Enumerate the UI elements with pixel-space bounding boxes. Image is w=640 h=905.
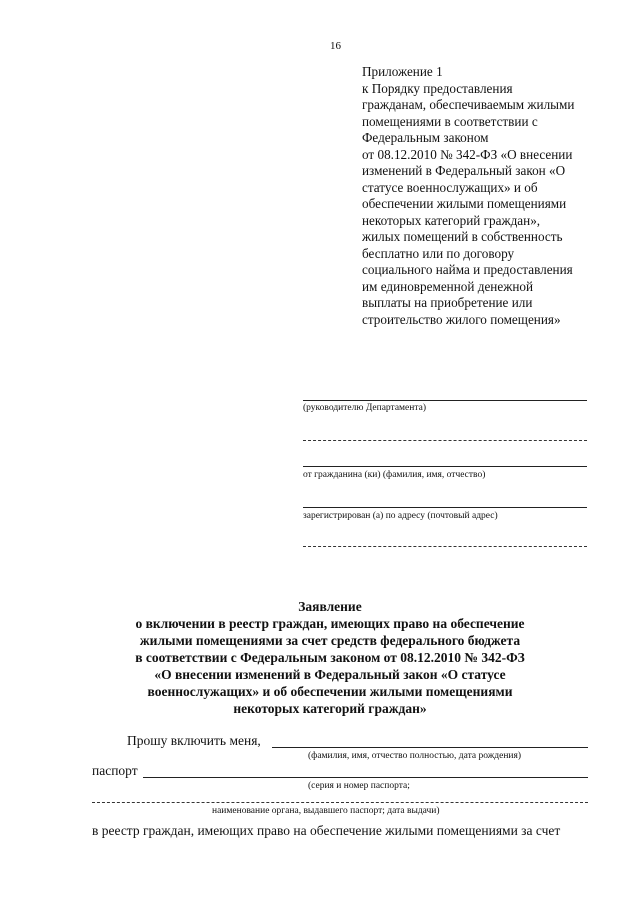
appendix-line: статусе военнослужащих» и об <box>362 179 538 195</box>
statement-title-line: «О внесении изменений в Федеральный закон «О статусе <box>154 667 506 682</box>
appendix-line: некоторых категорий граждан», <box>362 212 541 228</box>
statement-title-line: военнослужащих» и об обеспечении жилыми помещениями <box>147 684 513 699</box>
appendix-line: социального найма и предоставления <box>362 262 573 277</box>
recipient-caption: (руководителю Департамента) <box>303 403 426 413</box>
applicant-field-line[interactable] <box>272 747 588 748</box>
appendix-line: жилых помещений в собственность <box>362 229 563 244</box>
statement-title-line: некоторых категорий граждан» <box>233 701 427 716</box>
request-text: Прошу включить меня, <box>127 733 261 748</box>
appendix-line: гражданам, обеспечиваемым жилыми <box>362 97 575 112</box>
address-caption: зарегистрирован (а) по адресу (почтовый адрес) <box>303 511 498 521</box>
appendix-line: к Порядку предоставления <box>362 80 513 96</box>
address-field-line-2[interactable] <box>303 546 587 547</box>
sender-name-field-line[interactable] <box>303 466 587 467</box>
appendix-line: помещениями в соответствии с <box>362 113 538 129</box>
statement-title <box>90 598 570 717</box>
appendix-line: выплаты на приобретение или <box>362 295 533 310</box>
appendix-line: им единовременной денежной <box>362 278 534 294</box>
applicant-caption: (фамилия, имя, отчество полностью, дата рождения) <box>308 751 522 761</box>
issuer-field-line[interactable] <box>92 802 588 803</box>
appendix-line: Федеральным законом <box>362 130 489 145</box>
passport-field-line[interactable] <box>143 777 588 778</box>
sender-name-caption: от гражданина (ки) (фамилия, имя, отчество) <box>303 470 486 480</box>
statement-title-line: о включении в реестр граждан, имеющих право на обеспечение <box>135 616 525 631</box>
appendix-line: обеспечении жилыми помещениями <box>362 196 567 211</box>
statement-title-line: в соответствии с Федеральным законом от 08.12.2010 № 342-ФЗ <box>135 650 525 665</box>
statement-heading: Заявление <box>298 599 362 614</box>
passport-caption: (серия и номер паспорта; <box>308 781 410 791</box>
statement-title-line: жилыми помещениями за счет средств федерального бюджета <box>139 633 521 648</box>
recipient-field-line-2[interactable] <box>303 440 587 441</box>
recipient-field-line[interactable] <box>303 400 587 401</box>
issuer-caption: наименование органа, выдавшего паспорт; дата выдачи) <box>212 806 440 816</box>
appendix-line: бесплатно или по договору <box>362 245 515 261</box>
appendix-block <box>362 64 612 328</box>
appendix-line: от 08.12.2010 № 342-ФЗ «О внесении <box>362 146 573 162</box>
body-paragraph: в реестр граждан, имеющих право на обеспечение жилыми помещениями за счет <box>92 823 561 838</box>
passport-label: паспорт <box>92 763 138 778</box>
address-field-line[interactable] <box>303 507 587 508</box>
appendix-line: изменений в Федеральный закон «О <box>362 163 566 178</box>
page-number: 16 <box>330 40 341 52</box>
appendix-line: Приложение 1 <box>362 64 443 79</box>
appendix-line: строительство жилого помещения» <box>362 311 561 327</box>
